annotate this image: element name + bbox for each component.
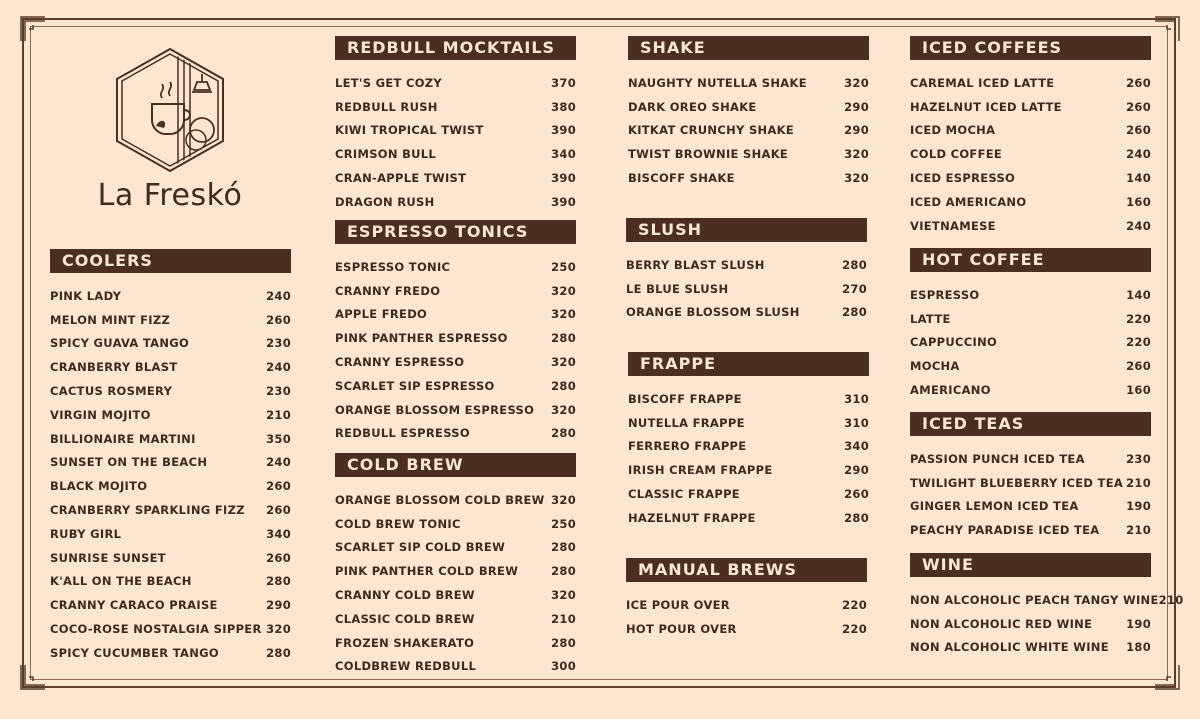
menu-item — [628, 387, 869, 411]
menu-item — [910, 214, 1151, 238]
menu-item-name: CAPPUCCINO — [910, 335, 998, 350]
menu-item — [50, 546, 291, 570]
menu-item — [50, 617, 291, 641]
menu-item-name: CLASSIC COLD BREW — [335, 611, 475, 626]
section-title: ICED TEAS — [910, 412, 1151, 436]
menu-item-price: 280 — [551, 540, 576, 555]
menu-item — [626, 277, 867, 301]
menu-item-price: 260 — [1126, 123, 1151, 138]
menu-item — [910, 119, 1151, 143]
menu-item-name: SCARLET SIP COLD BREW — [335, 540, 506, 555]
menu-item-price: 350 — [266, 431, 291, 446]
menu-item-name: GINGER LEMON ICED TEA — [910, 499, 1079, 514]
menu-item-name: VIRGIN MOJITO — [50, 407, 151, 422]
menu-item-price: 210 — [1158, 592, 1184, 607]
menu-item-name: ICED MOCHA — [910, 123, 996, 138]
menu-item — [335, 398, 576, 422]
brand-logo — [116, 48, 224, 172]
menu-item-price: 280 — [551, 426, 576, 441]
menu-item-name: FROZEN SHAKERATO — [335, 635, 475, 650]
menu-item — [628, 119, 869, 143]
menu-item-name: BERRY BLAST SLUSH — [626, 257, 765, 272]
menu-item-name: CRAN-APPLE TWIST — [335, 171, 467, 186]
menu-item-name: SPICY CUCUMBER TANGO — [50, 645, 219, 660]
menu-item-name: HAZELNUT ICED LATTE — [910, 99, 1062, 114]
menu-item-price: 270 — [842, 281, 867, 296]
menu-item-name: BISCOFF FRAPPE — [628, 391, 742, 406]
brand-name: La Freskó — [97, 178, 243, 213]
section-cold-brew — [335, 453, 576, 678]
menu-item — [335, 71, 576, 95]
menu-item-name: K'ALL ON THE BEACH — [50, 574, 192, 589]
menu-item-name: CRANBERRY BLAST — [50, 360, 178, 375]
menu-item — [910, 588, 1184, 612]
menu-item — [50, 593, 291, 617]
menu-item-price: 190 — [1126, 499, 1151, 514]
menu-item — [50, 379, 291, 403]
menu-item — [910, 190, 1151, 214]
section-title: ESPRESSO TONICS — [335, 220, 576, 244]
menu-item-name: ICE POUR OVER — [626, 597, 730, 612]
menu-item-name: VIETNAMESE — [910, 218, 996, 233]
menu-item — [335, 607, 576, 631]
menu-item-price: 250 — [551, 516, 576, 531]
menu-item-price: 250 — [551, 259, 576, 274]
menu-item-name: CRANNY COLD BREW — [335, 588, 475, 603]
menu-item-price: 280 — [551, 331, 576, 346]
menu-item-name: FERRERO FRAPPE — [628, 439, 747, 454]
menu-list — [910, 588, 1184, 659]
menu-item — [910, 166, 1151, 190]
menu-item — [50, 332, 291, 356]
section-title: HOT COFFEE — [910, 248, 1151, 272]
menu-item — [628, 435, 869, 459]
section-slush — [626, 218, 867, 324]
menu-item-name: RUBY GIRL — [50, 526, 122, 541]
section-redbull-mocktails — [335, 36, 576, 214]
menu-list — [626, 253, 867, 324]
menu-item-price: 320 — [551, 307, 576, 322]
section-title: FRAPPE — [628, 352, 869, 376]
menu-item-name: ICED AMERICANO — [910, 194, 1027, 209]
menu-item-name: CRANNY FREDO — [335, 283, 441, 298]
menu-item-price: 230 — [1126, 451, 1151, 466]
menu-item-price: 280 — [551, 378, 576, 393]
menu-list — [335, 255, 576, 445]
menu-item-name: APPLE FREDO — [335, 307, 428, 322]
menu-item — [910, 354, 1151, 378]
menu-item-price: 260 — [266, 550, 291, 565]
menu-item — [335, 166, 576, 190]
menu-item-price: 370 — [551, 75, 576, 90]
menu-item-name: CRANBERRY SPARKLING FIZZ — [50, 503, 245, 518]
menu-item-name: BILLIONAIRE MARTINI — [50, 431, 196, 446]
menu-item-price: 280 — [266, 574, 291, 589]
menu-item-price: 260 — [266, 479, 291, 494]
menu-item-name: TWILIGHT BLUEBERRY ICED TEA — [910, 475, 1124, 490]
menu-item-price: 210 — [1126, 475, 1151, 490]
section-frappe — [628, 352, 869, 530]
menu-item — [50, 403, 291, 427]
menu-item-price: 290 — [844, 463, 869, 478]
menu-item — [50, 451, 291, 475]
menu-item — [628, 95, 869, 119]
menu-item-name: KITKAT CRUNCHY SHAKE — [628, 123, 795, 138]
menu-item-name: CLASSIC FRAPPE — [628, 487, 740, 502]
menu-item — [335, 350, 576, 374]
menu-item-price: 320 — [551, 283, 576, 298]
menu-item-name: HAZELNUT FRAPPE — [628, 510, 756, 525]
menu-item-price: 390 — [551, 123, 576, 138]
menu-item-name: PINK PANTHER COLD BREW — [335, 564, 519, 579]
section-title: WINE — [910, 553, 1151, 577]
menu-item-price: 390 — [551, 194, 576, 209]
menu-item-price: 290 — [844, 123, 869, 138]
menu-item — [628, 166, 869, 190]
menu-item-name: TWIST BROWNIE SHAKE — [628, 147, 789, 162]
menu-item-price: 290 — [844, 99, 869, 114]
menu-item-price: 140 — [1126, 287, 1151, 302]
menu-item — [628, 71, 869, 95]
menu-item-price: 320 — [551, 402, 576, 417]
menu-item-price: 280 — [842, 257, 867, 272]
menu-item-price: 190 — [1126, 616, 1151, 631]
menu-item-name: DARK OREO SHAKE — [628, 99, 757, 114]
menu-item-name: NAUGHTY NUTELLA SHAKE — [628, 75, 807, 90]
section-manual-brews — [626, 558, 867, 641]
menu-item-price: 300 — [551, 659, 576, 674]
menu-item-name: COLD COFFEE — [910, 147, 1003, 162]
menu-item — [628, 458, 869, 482]
menu-item-price: 310 — [844, 391, 869, 406]
section-title: COOLERS — [50, 249, 291, 273]
menu-item-price: 260 — [1126, 359, 1151, 374]
menu-item-name: PINK PANTHER ESPRESSO — [335, 331, 508, 346]
menu-item — [335, 279, 576, 303]
menu-list — [626, 593, 867, 641]
menu-item — [910, 95, 1151, 119]
menu-item-price: 240 — [1126, 218, 1151, 233]
menu-item-name: CAREMAL ICED LATTE — [910, 75, 1055, 90]
menu-item — [50, 355, 291, 379]
menu-item-price: 320 — [844, 75, 869, 90]
menu-item — [335, 422, 576, 446]
menu-item-price: 320 — [266, 622, 291, 637]
section-title: COLD BREW — [335, 453, 576, 477]
menu-item-name: CRANNY CARACO PRAISE — [50, 598, 218, 613]
menu-item-name: KIWI TROPICAL TWIST — [335, 123, 484, 138]
menu-item — [910, 518, 1151, 542]
menu-item — [910, 378, 1151, 402]
corner-ornament-icon — [20, 664, 46, 690]
menu-item-name: NUTELLA FRAPPE — [628, 415, 745, 430]
menu-item — [50, 641, 291, 665]
menu-item-name: HOT POUR OVER — [626, 621, 737, 636]
menu-item-name: MELON MINT FIZZ — [50, 312, 171, 327]
menu-item-name: AMERICANO — [910, 383, 991, 398]
menu-list — [335, 488, 576, 678]
menu-item-price: 320 — [844, 171, 869, 186]
section-title: MANUAL BREWS — [626, 558, 867, 582]
menu-item — [50, 570, 291, 594]
corner-ornament-icon — [20, 16, 46, 42]
section-title: ICED COFFEES — [910, 36, 1151, 60]
menu-item-price: 230 — [266, 384, 291, 399]
menu-item-price: 260 — [266, 503, 291, 518]
menu-list — [628, 71, 869, 190]
menu-item-price: 210 — [1126, 523, 1151, 538]
menu-item — [335, 512, 576, 536]
menu-item — [335, 95, 576, 119]
menu-item-name: LE BLUE SLUSH — [626, 281, 729, 296]
menu-item-price: 320 — [551, 355, 576, 370]
menu-item-name: PINK LADY — [50, 288, 122, 303]
menu-item — [910, 283, 1151, 307]
menu-item — [335, 583, 576, 607]
menu-item — [335, 536, 576, 560]
menu-item-name: SUNSET ON THE BEACH — [50, 455, 208, 470]
menu-item — [335, 631, 576, 655]
menu-item-name: LATTE — [910, 311, 951, 326]
menu-item-name: REDBULL RUSH — [335, 99, 438, 114]
menu-item — [626, 617, 867, 641]
menu-item-name: COLDBREW REDBULL — [335, 659, 477, 674]
menu-item-name: COLD BREW TONIC — [335, 516, 461, 531]
menu-item — [335, 190, 576, 214]
menu-item-price: 240 — [1126, 147, 1151, 162]
menu-item-name: BISCOFF SHAKE — [628, 171, 735, 186]
menu-item — [335, 326, 576, 350]
menu-item-price: 180 — [1126, 640, 1151, 655]
menu-item — [910, 447, 1151, 471]
menu-item-price: 220 — [1126, 311, 1151, 326]
menu-list — [910, 71, 1151, 238]
menu-item-price: 260 — [1126, 75, 1151, 90]
menu-item-price: 260 — [266, 312, 291, 327]
menu-item-name: MOCHA — [910, 359, 960, 374]
menu-item — [628, 142, 869, 166]
menu-item-price: 240 — [266, 455, 291, 470]
section-wine — [910, 553, 1184, 659]
menu-item — [335, 655, 576, 679]
section-iced-coffees — [910, 36, 1151, 238]
menu-item-name: ICED ESPRESSO — [910, 171, 1016, 186]
corner-ornament-icon — [1154, 16, 1180, 42]
menu-item-price: 230 — [266, 336, 291, 351]
menu-item-price: 320 — [844, 147, 869, 162]
menu-item-name: ESPRESSO TONIC — [335, 259, 451, 274]
menu-item-name: ESPRESSO — [910, 287, 980, 302]
menu-item — [628, 482, 869, 506]
menu-item-name: NON ALCOHOLIC RED WINE — [910, 616, 1093, 631]
menu-list — [628, 387, 869, 530]
menu-item-price: 240 — [266, 288, 291, 303]
menu-item-price: 280 — [844, 510, 869, 525]
menu-item-price: 280 — [551, 564, 576, 579]
menu-item-price: 220 — [842, 597, 867, 612]
menu-item-price: 240 — [266, 360, 291, 375]
menu-item-name: NON ALCOHOLIC PEACH TANGY WINE — [910, 592, 1159, 607]
menu-item — [910, 142, 1151, 166]
menu-item — [50, 498, 291, 522]
menu-item-price: 290 — [266, 598, 291, 613]
menu-item — [335, 255, 576, 279]
menu-item-price: 320 — [551, 492, 576, 507]
menu-item — [50, 308, 291, 332]
menu-item-price: 380 — [551, 99, 576, 114]
section-espresso-tonics — [335, 220, 576, 445]
menu-item-name: COCO-ROSE NOSTALGIA SIPPER — [50, 622, 262, 637]
menu-item — [628, 506, 869, 530]
menu-item-name: SUNRISE SUNSET — [50, 550, 166, 565]
menu-list — [910, 283, 1151, 402]
menu-item — [335, 303, 576, 327]
menu-item — [626, 253, 867, 277]
section-iced-teas — [910, 412, 1151, 542]
menu-item-price: 160 — [1126, 194, 1151, 209]
menu-item-name: LET'S GET COZY — [335, 75, 443, 90]
menu-item-name: CRANNY ESPRESSO — [335, 355, 465, 370]
menu-item-name: ORANGE BLOSSOM SLUSH — [626, 305, 800, 320]
section-title: SLUSH — [626, 218, 867, 242]
menu-item-name: BLACK MOJITO — [50, 479, 148, 494]
menu-item — [50, 474, 291, 498]
menu-item — [335, 374, 576, 398]
menu-item-name: ORANGE BLOSSOM COLD BREW — [335, 492, 545, 507]
menu-item-price: 140 — [1126, 171, 1151, 186]
menu-item-name: SPICY GUAVA TANGO — [50, 336, 190, 351]
menu-item-name: CACTUS ROSMERY — [50, 384, 173, 399]
menu-item — [910, 636, 1151, 660]
menu-item — [335, 488, 576, 512]
menu-item — [910, 495, 1151, 519]
menu-item — [910, 612, 1151, 636]
menu-item — [335, 142, 576, 166]
menu-item — [910, 471, 1151, 495]
menu-item — [910, 331, 1151, 355]
menu-item-name: PEACHY PARADISE ICED TEA — [910, 523, 1100, 538]
coffee-cup-hexagon-logo-icon — [116, 48, 224, 172]
menu-item — [910, 307, 1151, 331]
corner-ornament-icon — [1154, 664, 1180, 690]
menu-item — [50, 427, 291, 451]
menu-item — [335, 119, 576, 143]
menu-list — [335, 71, 576, 214]
menu-item-price: 280 — [842, 305, 867, 320]
menu-item-name: IRISH CREAM FRAPPE — [628, 463, 773, 478]
menu-item-price: 320 — [551, 588, 576, 603]
menu-item-price: 340 — [844, 439, 869, 454]
section-shake — [628, 36, 869, 190]
menu-item — [626, 301, 867, 325]
menu-item-price: 280 — [266, 645, 291, 660]
menu-item-name: SCARLET SIP ESPRESSO — [335, 378, 495, 393]
section-title: SHAKE — [628, 36, 869, 60]
menu-item-name: REDBULL ESPRESSO — [335, 426, 470, 441]
menu-item-name: ORANGE BLOSSOM ESPRESSO — [335, 402, 535, 417]
menu-item-price: 220 — [1126, 335, 1151, 350]
menu-item-price: 210 — [266, 407, 291, 422]
menu-item — [50, 284, 291, 308]
menu-item-price: 260 — [844, 487, 869, 502]
menu-item-price: 220 — [842, 621, 867, 636]
section-coolers — [50, 249, 291, 665]
menu-item-name: DRAGON RUSH — [335, 194, 435, 209]
menu-item-price: 390 — [551, 171, 576, 186]
menu-item — [628, 411, 869, 435]
menu-item-price: 280 — [551, 635, 576, 650]
menu-item — [910, 71, 1151, 95]
menu-item-price: 160 — [1126, 383, 1151, 398]
menu-item-name: CRIMSON BULL — [335, 147, 437, 162]
menu-item-price: 340 — [266, 526, 291, 541]
menu-item-price: 310 — [844, 415, 869, 430]
section-title: REDBULL MOCKTAILS — [335, 36, 576, 60]
menu-item-price: 210 — [551, 611, 576, 626]
menu-item-price: 260 — [1126, 99, 1151, 114]
menu-item — [335, 559, 576, 583]
section-hot-coffee — [910, 248, 1151, 402]
menu-item-name: PASSION PUNCH ICED TEA — [910, 451, 1085, 466]
menu-item-name: NON ALCOHOLIC WHITE WINE — [910, 640, 1109, 655]
menu-list — [910, 447, 1151, 542]
menu-item-price: 340 — [551, 147, 576, 162]
menu-item — [626, 593, 867, 617]
menu-item — [50, 522, 291, 546]
menu-list — [50, 284, 291, 665]
